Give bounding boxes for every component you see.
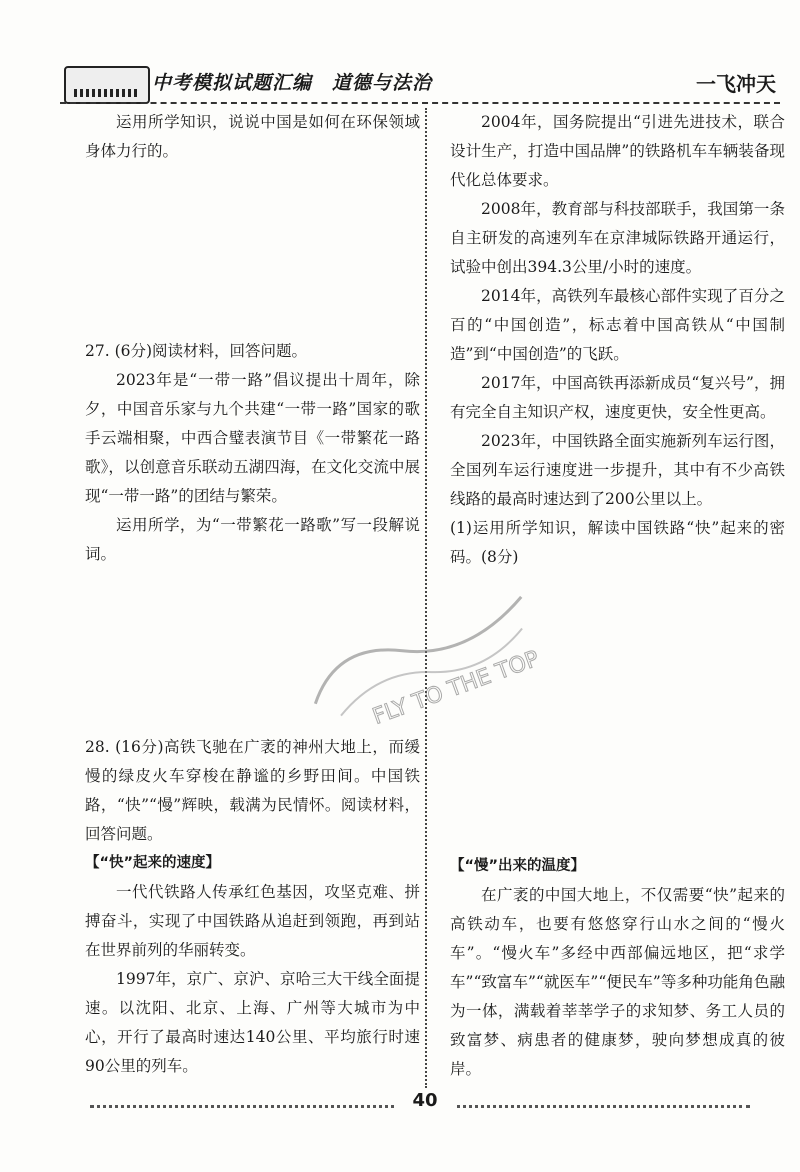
- q28-title: 28. (16分)高铁飞驰在广袤的神州大地上，而缓慢的绿皮火车穿梭在静谧的乡野田间。中国铁路，“快”“慢”辉映，载满为民情怀。阅读材料，回答问题。: [85, 738, 420, 843]
- subquestion-1: (1)运用所学知识，解读中国铁路“快”起来的密码。(8分): [450, 519, 785, 566]
- header-title: 中考模拟试题汇编 道德与法治: [152, 72, 433, 94]
- para-slow-train: 在广袤的中国大地上，不仅需要“快”起来的高铁动车，也要有悠悠穿行山水之间的“慢火车”。“慢火车”多经中西部偏远地区，把“求学车”“致富车”“就医车”“便民车”等多种功能角色融为一体，满载着莘莘学子的求知梦、务工人员的致富梦、病患者的健康梦，驶向梦想成真的彼岸。: [450, 886, 785, 1078]
- q26-text: 运用所学知识，说说中国是如何在环保领域身体力行的。: [85, 113, 420, 160]
- q28-paragraph-1997: 1997年，京广、京沪、京哈三大干线全面提速。以沈阳、北京、上海、广州等大城市为中心，开行了最高时速达140公里、平均旅行时速90公里的列车。: [85, 970, 420, 1075]
- q26-tail: [85, 108, 420, 166]
- q28-paragraph-1: 一代代铁路人传承红色基因，攻坚克难、拼搏奋斗，实现了中国铁路从追赶到领跑，再到站在世界前列的华丽转变。: [85, 883, 420, 959]
- page-header: [40, 60, 780, 106]
- q27-title: 27. (6分)阅读材料，回答问题。: [85, 342, 308, 360]
- column-divider: [425, 108, 427, 1088]
- para-2023: 2023年，中国铁路全面实施新列车运行图，全国列车运行速度进一步提升，其中有不少高铁线路的最高时速达到了200公里以上。: [450, 432, 785, 508]
- question-28: [85, 733, 420, 1081]
- question-27: [85, 337, 420, 569]
- section-slow-title: 【“慢”出来的温度】: [450, 858, 586, 874]
- page-number: 40: [395, 1090, 455, 1111]
- watermark-text: FLY TO THE TOP: [369, 646, 543, 730]
- q27-prompt: 运用所学，为“一带繁花一路歌”写一段解说词。: [85, 516, 420, 563]
- para-2004: 2004年，国务院提出“引进先进技术，联合设计生产，打造中国品牌”的铁路机车车辆装备现代化总体要求。: [450, 113, 785, 189]
- para-2014: 2014年，高铁列车最核心部件实现了百分之百的“中国创造”，标志着中国高铁从“中国制造”到“中国创造”的飞跃。: [450, 287, 785, 363]
- q27-paragraph: 2023年是“一带一路”倡议提出十周年，除夕，中国音乐家与九个共建“一带一路”国家的歌手云端相聚，中西合璧表演节目《一带繁花一路歌》，以创意音乐联动五湖四海，在文化交流中展现“一带一路”的团结与繁荣。: [85, 371, 420, 505]
- watermark-logo-icon: [273, 552, 568, 757]
- brand-name: 一飞冲天: [696, 72, 776, 96]
- para-2008: 2008年，教育部与科技部联手，我国第一条自主研发的高速列车在京津城际铁路开通运行，试验中创出394.3公里/小时的速度。: [450, 200, 785, 276]
- right-column-top: [450, 108, 785, 572]
- section-fast-title: 【“快”起来的速度】: [85, 855, 221, 871]
- para-2017: 2017年，中国高铁再添新成员“复兴号”，拥有完全自主知识产权，速度更快，安全性更高。: [450, 374, 785, 421]
- header-divider: [60, 102, 780, 104]
- right-column-bottom: [450, 852, 785, 1084]
- series-logo-icon: [64, 66, 150, 104]
